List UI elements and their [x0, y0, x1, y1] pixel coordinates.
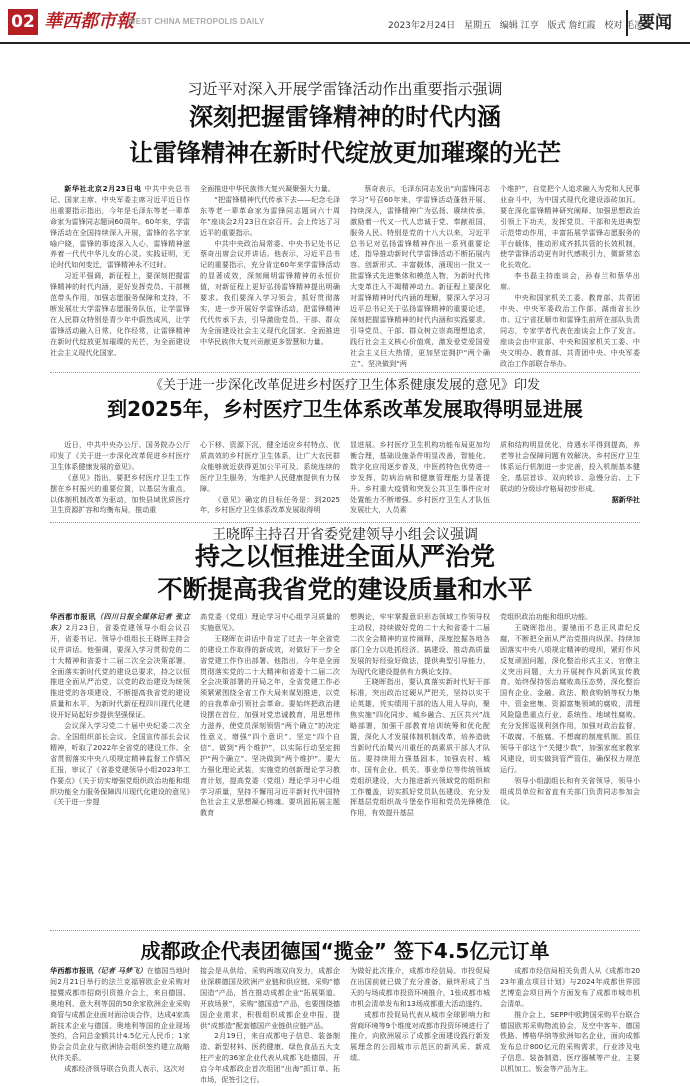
- article3-col4-p1: 党组织政治功能和组织功能。: [500, 612, 593, 621]
- article2-col3: [350, 440, 490, 522]
- article1-col2-p3: 中共中央政治局常委、中央书记处书记蔡奇出席会议并讲话。他表示，习近平总书记的重要指示，充分肯定60年来学雷锋活动的显著成效，深刻阐明雷锋精神的永恒价值，对新征程上更好弘扬雷锋精神提出明确要求。我们要深入学习领会，抓好贯彻落实，进一步开展好学雷锋活动，把雷锋精神代代传承下去，引导激励党员、干部、群众为全面建设社会主义现代化国家、全面推进中华民族伟大复兴贡献更多智慧和力量。: [200, 238, 340, 346]
- article2-col4: [500, 440, 640, 522]
- article1-col4-p3: 中央和国家机关工委、教育部、共青团中央、中央军委政治工作部、湖南省长沙市、辽宁省抚顺市和雷锋生前所在部队负责同志，专家学者代表在座谈会上作了发言。座谈会由中宣部、中央和国家机关工委、中央文明办、教育部、共青团中央、中央军委政治工作部联合举办。: [500, 293, 640, 368]
- article2-col1: [50, 440, 190, 522]
- article2-col1-p2: 《意见》指出，要把乡村医疗卫生工作摆在乡村振兴的重要位置，以基层为重点，以体制机制改革为驱动，加快县域优质医疗卫生资源扩容和均衡布局，推动重: [50, 472, 190, 515]
- article1-title-line2: 让雷锋精神在新时代绽放更加璀璨的光芒: [129, 139, 561, 167]
- article3-col1-p2: 会议深入学习党二十届中央纪委二次全会、全国组织部长会议、全国宣传部长会议精神，听取了2022年全省党的建设工作、全省贯彻落实中央八项规定精神监督工作情况汇报，审议了《省委党建领导小组2023年工作要点》《关于切实增强党组织政治功能和组织功能全力服务保障四川现代化建设的意见》《关于进一步提: [50, 721, 190, 807]
- proofreader-credit: 校对 毛凌波: [604, 21, 653, 31]
- article4-dateline-sub: （记者 马梦飞）: [93, 966, 147, 975]
- article4-title: 成都政企代表团德国“揽金” 签下4.5亿元订单: [140, 939, 550, 963]
- section-divider: [50, 930, 640, 931]
- article2-col3-p1: 显进展。乡村医疗卫生机构功能布局更加均衡合理，基础设施条件明显改善，智能化、数字化应用逐步普及，中医药特色优势进一步发挥，防病治病和健康管理能力显著提升。乡村重大疫情和突发公共卫生事件应对处置能力不断增强。乡村医疗卫生人才队伍发展壮大，人员素: [350, 440, 490, 515]
- article2-col2: [200, 440, 340, 522]
- article3-col1-text: 2月23日，省委党建领导小组会议召开，省委书记、领导小组组长王晓晖主持会议并讲话。他强调，要深入学习贯彻党的二十大精神和省委十二届二次全会决策部署，全面落实新时代党的建设总要求，持之以恒推进全面从严治党，以党的政治建设为统领推进党的各项建设，不断提高我省党的建设质量和水平，为新时代新征程四川现代化建设开好局起好步提供坚强保证。: [50, 622, 190, 720]
- issue-meta: [388, 18, 658, 31]
- article3-col2: [200, 612, 340, 926]
- article3-title-line2: 不断提高我省党的建设质量和水平: [157, 575, 533, 604]
- masthead-english: WEST CHINA METROPOLIS DAILY: [128, 17, 265, 26]
- article1-col2-p2: “把雷锋精神代代传承下去——纪念毛泽东等老一辈革命家为雷锋同志题词六十周年”座谈会2月23日在京召开。会上传达了习近平的重要指示。: [200, 194, 340, 237]
- article4-col2: [200, 966, 340, 1085]
- article4-col3-p2: 成都市投促局代表从城市全球影响力和营商环境等9个维度对成都市投资环境进行了推介，向欧洲展示了成都全面建设践行新发展理念的公园城市示范区的新风采、新成绩。: [350, 1009, 490, 1063]
- article4-col1-text: 在德国当地时间2月21日举行的法兰克福蓉欧企业采购对接暨成都市招商引资推介会上，来自德国、奥地利、意大利等国的50余家欧洲企业采购商管与成都企业面对面洽谈合作，达成4家高新技术企业与德国、奥地利等国的企业现场签约，合同总金额共计4.5亿元人民币；1家协会会员企业与欧洲协会组织签约建立战略伙伴关系。: [50, 966, 191, 1063]
- article3-col3-p1: 想舆论，牢牢掌握意识形态领域工作领导权主动权，持续做好党的二十大和省委十二届二次全会精神的宣传阐释，深度挖掘各地各部门全力以赴抓经济、搞建设、推动高质量发展的好经验好做法，提供典型引导能力，为现代化建设提供有力舆论支持。: [350, 612, 490, 676]
- article3-dateline: 华西都市报讯: [50, 612, 96, 621]
- article4-dateline: 华西都市报讯: [50, 966, 94, 975]
- article3-dateline-sub: （四川日报全媒体记者 张立东）: [50, 612, 190, 632]
- designer-credit: 版式 詹红霞: [547, 21, 596, 31]
- article2-byline: 据新华社: [611, 494, 640, 504]
- article2-col2-p2: 《意见》确定的目标任务是：到2025年，乡村医疗卫生体系改革发展取得明: [200, 494, 340, 515]
- article1-col1-text: 中共中央总书记、国家主席、中央军委主席习近平近日作出重要指示指出，今年是毛泽东等老一辈革命家为雷锋同志题词60周年。60年来，学雷锋活动在全国持续深入开展，雷锋的名字家喻户晓，雷锋的事迹深入人心，雷锋精神滋养着一代代中华儿女的心灵。实践证明，无论时代如何变迁，雷锋精神永不过时。: [50, 184, 191, 270]
- article3-col1: [50, 612, 190, 926]
- page-number: 02: [8, 9, 38, 35]
- issue-date: 2023年2月24日: [388, 21, 456, 31]
- article1-kicker: 习近平对深入开展学雷锋活动作出重要指示强调: [187, 80, 503, 98]
- article4-col1: [50, 966, 191, 1074]
- article3-body: [50, 612, 640, 926]
- article3-col3-p2: 王晓晖指出，要认真落实新时代好干部标准，突出政治过硬从严把关，坚持以实干论英雄，凭实绩用干部的选人用人导向，聚焦实施“四化同步、城乡融合、五区共兴”战略部署，加强干部教育培训统筹和优化配置，深化人才发展体制机制改革，培养造就当新时代治蜀兴川重任的高素质干部人才队伍。要持续用力强基固本，加强农村、城市、国有企业、机关、事业单位等传统领域党组织建设，大力推进新兴领域党的组织和工作覆盖，切实抓好党员队伍建设，充分发挥基层党组织战斗堡垒作用和党员先锋模范作用，有效提升基层: [350, 677, 490, 818]
- article4-col2-p2: 2月19日，来自成都电子信息、装备制造、新型材料、医药健康、绿色食品五大支柱产业的36家企业代表从成都飞赴德国，开启今年成都政企首次组团“出海”抓订单、拓市场，促签引之行。: [200, 1031, 340, 1085]
- article1-col1: [50, 184, 190, 366]
- article2-title: 到2025年，乡村医疗卫生体系改革发展取得明显进展: [107, 397, 583, 421]
- article3-col3: [350, 612, 490, 926]
- article1-col2-p1: 全面推进中华民族伟大复兴凝聚强大力量。: [200, 184, 335, 193]
- article3-col4-p2: 王晓晖指出，要驰而不息正风肃纪反腐，不断把全面从严治党推向纵深。持续加固落实中央八项规定精神的堤坝，紧盯作风反复顽固问题，深化整治形式主义、官僚主义突出问题，大力开展树作风新风宣传教育。始终保持惩治腐败高压态势，深化整治国有企业、金融、政法、粮食购销等权力集中、资金密集、资源富集领域的腐败，清理风险隐患重点行业、系统性、地域性腐败。充分发挥巡视利剑作用，加强对政治监督，不敢腐、不能腐、不想腐的制度机制。抓住领导干部这个“关键少数”，加强家庭家教家风建设，切实做到管严管住，确保权力规范运行。: [500, 622, 640, 774]
- article2-col2-p1: 心下移、资源下沉，健全适应乡村特点、优质高效的乡村医疗卫生体系，让广大农民群众能够就近获得更加公平可及、系统连续的医疗卫生服务，为维护人民健康提供有力保障。: [200, 440, 340, 493]
- article1-col4: [500, 184, 640, 366]
- article2-body: [50, 440, 640, 522]
- editor-credit: 编辑 江亨: [499, 21, 539, 31]
- article2-col4-p1: 质和结构明显优化，待遇水平得到提高，养老等社会保障问题有效解决。乡村医疗卫生体系运行机制进一步完善，投入机制基本健全，基层首诊、双向转诊、急慢分治、上下联动的分级诊疗格局初步形成。: [500, 440, 640, 493]
- article1-col3: [350, 184, 490, 366]
- article1-title-line1: 深刻把握雷锋精神的时代内涵: [189, 103, 501, 131]
- article3-title-line1: 持之以恒推进全面从严治党: [194, 542, 495, 571]
- article3-col2-p1: 高党委（党组）理论学习中心组学习质量的实施意见》。: [200, 612, 340, 632]
- article1-col4-p1: 个维护”，自觉把个人追求融入为党和人民事业奋斗中，为中国式现代化建设添砖加瓦。要在深化雷锋精神研究阐释、加强思想政治引领上下功夫，发挥党员、干部和先进典型示范带动作用，丰富拓展学雷锋志愿服务的平台载体，推动形成齐抓共管的长效机制，使学雷锋活动更有时代感吸引力，微新常态化长效化。: [500, 184, 640, 270]
- article2-col1-p1: 近日，中共中央办公厅、国务院办公厅印发了《关于进一步深化改革促进乡村医疗卫生体系健康发展的意见》。: [50, 440, 190, 471]
- masthead-logo: 華西都市報: [44, 11, 134, 32]
- article1-dateline: 新华社北京2月23日电: [64, 184, 142, 193]
- section-divider: [50, 372, 640, 373]
- article4-body: [50, 966, 640, 1085]
- article3-col4: [500, 612, 640, 926]
- article4-col4-p1: 成都市经信局相关负责人从《成都市2023年重点项目计划》与2024年成都世界园艺博览会项目两个方面发布了成都市城市机会清单。: [500, 966, 640, 1008]
- section-label: 要闻: [626, 10, 682, 36]
- page-header: [0, 0, 690, 44]
- article4-col2-p1: 接会是从供给、采购两端双向发力，成都企业深耕德国及欧洲产业链和供应链，采购“德国造”产品，旨在推动成都企业“拓展渠道、开放场景”，采购“德国造”产品，也要围绕德国企业需求，积极组织成都企业申报，提供“成都造”配套德国产业链供应链产品。: [200, 966, 340, 1030]
- issue-weekday: 星期五: [463, 21, 491, 31]
- article1-col2: [200, 184, 340, 366]
- article4-col3: [350, 966, 490, 1063]
- article1-col4-p2: 李书磊主持座谈会，孙春兰和蔡华出席。: [500, 271, 640, 292]
- section-divider: [50, 522, 640, 523]
- article1-col1-p2: 习近平强调，新征程上，要深刻把握雷锋精神的时代内涵，更好发挥党员、干部模范带头作用，加强志愿服务保障和支持，不断发展壮大学雷锋志愿服务队伍，让学雷锋在人民群众特别是青少年中蔚然成风，让学雷锋活动融入日常、化作经常，让雷锋精神在新时代绽放更加璀璨的光芒，为全面建设社会主义现代化国家、: [50, 271, 190, 357]
- article2-kicker: 《关于进一步深化改革促进乡村医疗卫生体系健康发展的意见》印发: [149, 378, 540, 393]
- article1-col3-p1: 蔡奇表示，毛泽东同志发出“向雷锋同志学习”号召60年来，学雷锋活动蓬勃开展、持续深入，雷锋精神广为弘扬、赓续传承，激励着一代又一代人忠诚于党、奉献祖国、服务人民。特别是党的十八大以来，习近平总书记对弘扬雷锋精神作出一系列重要论述，指导推动新时代学雷锋活动不断拓展内容、创新形式、丰富载体，涌现出一批又一批雷锋式先进集体和模范人物，为新时代伟大变革注入不竭精神动力。新征程上要深化对雷锋精神时代内涵的理解，要深入学习习近平总书记关于弘扬雷锋精神的重要论述，深刻把握雷锋精神的时代内涵和实践要求，引导党员、干部、群众树立崇高理想追求，践行社会主义核心价值观，激发爱党爱国爱社会主义巨大热情，更加坚定拥护“两个确立”、坚决做到“两: [350, 184, 490, 368]
- article3-kicker: 王晓晖主持召开省委党建领导小组会议强调: [212, 527, 478, 543]
- article1-body: [50, 184, 640, 366]
- article4-col4-p2: 推介会上，SEPP中欧跨国采购平台联合德国欧邦采购物流协会，及空中客车、德国铁路、博格华纳等欧洲知名企业，面向成都发布总计800亿元的采购需求，行业涉及电子信息、装备制造、医疗器械等产业，主要以机加工、钣金等产品为主。: [500, 1009, 640, 1074]
- article3-col2-p2: 王晓晖在讲话中肯定了过去一年全省党的建设工作取得的新成效，对做好下一步全省党建工作作出部署。他指出，今年是全面贯彻落实党的二十大精神和省委十二届二次全会决策部署的开局之年，全省党建工作必须紧紧围绕全省工作大局来谋划推进，以党的自我革命引领社会革命。要始终把政治建设摆在首位，加强对党忠诚教育，用思想伟力滋养，使党员深刻领悟“两个确立”的决定性意义，增强“四个意识”、坚定“四个自信”、做到“两个维护”，以实际行动坚定拥护“两个确立”、坚决做到“两个维护”。要大力强化理论武装，实施党的创新理论学习教育计划，提高党委（党组）理论学习中心组学习质量，坚持不懈用习近平新时代中国特色社会主义思想凝心铸魂。要巩固拓展主题教育: [200, 633, 340, 818]
- article4-col3-p1: 为做好此次推介，成都市经信局、市投促局在出国前就已做了充分准备，最终形成了当天的与场成都市投资环境推介，1张成都市城市机会清单发布和13场成都重大活动遂约。: [350, 966, 490, 1008]
- article4-col4: [500, 966, 640, 1074]
- article4-col1-p2: 成都经济领导联合负责人表示，这次对: [64, 1064, 185, 1074]
- article3-col4-p3: 领导小组副组长和有关省领导，领导小组成员单位和省直有关部门负责同志参加会议。: [500, 775, 640, 807]
